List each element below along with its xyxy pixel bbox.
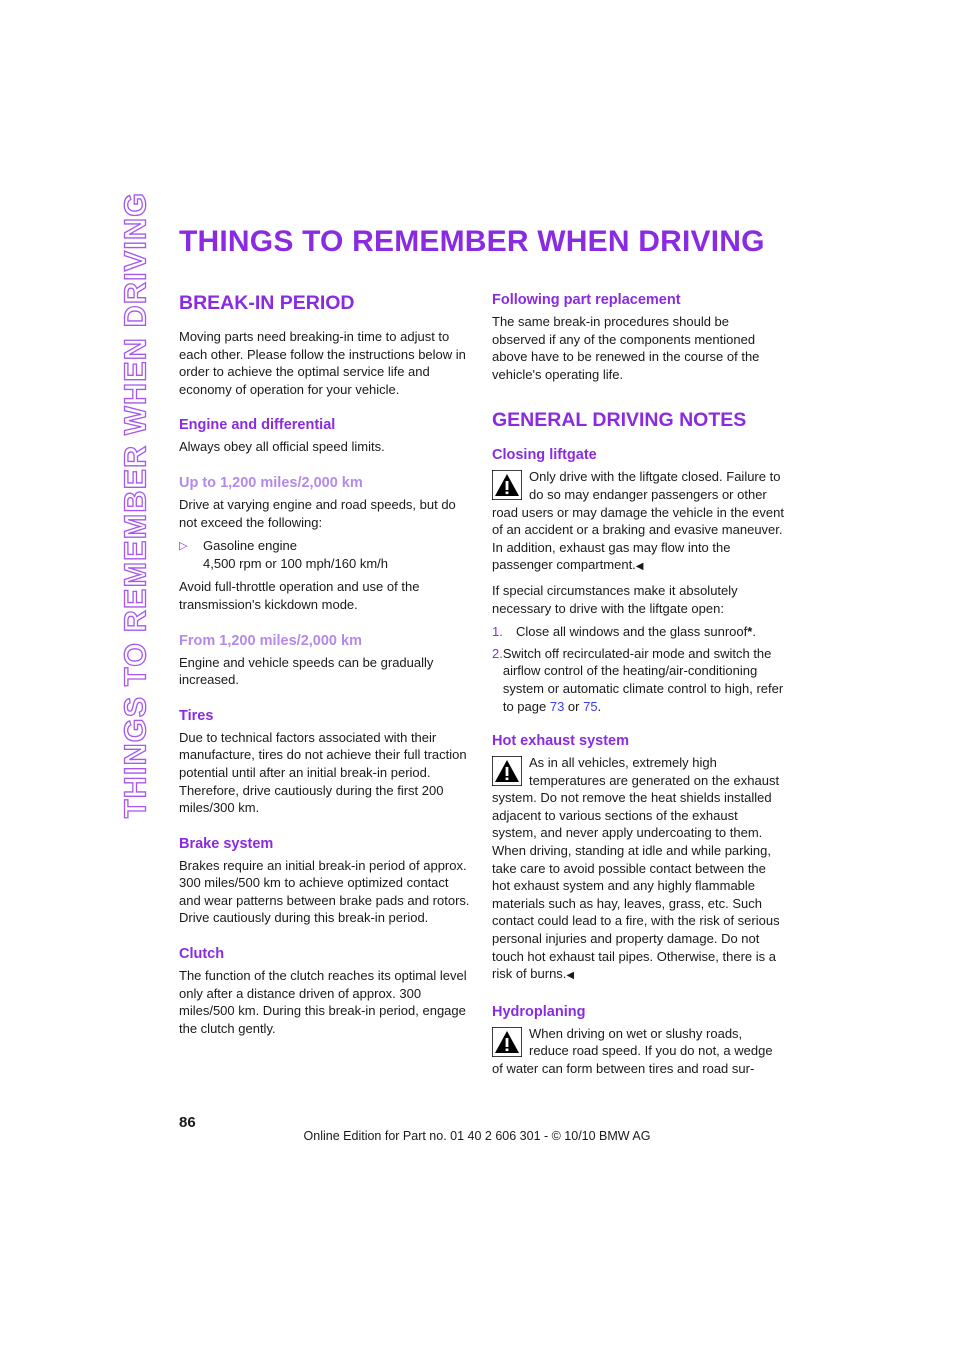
side-chapter-title — [118, 191, 153, 818]
bullet-line-1: Gasoline engine — [203, 538, 297, 554]
engine-text: Always obey all official speed limits. — [179, 439, 385, 455]
following-heading: Following part replacement — [492, 292, 681, 308]
brake-text: Brakes require an initial break-in period of approx. 300 miles/500 km to achieve optimized contact and wear patterns between brake pads and rotors. Drive cautiously during this break-in period. — [179, 857, 470, 926]
side-chapter-title-text: THINGS TO REMEMBER WHEN DRIVING — [118, 191, 153, 818]
liftgate-text: If special circumstances make it absolutely necessary to drive with the liftgate open: — [492, 582, 738, 616]
page-number: 86 — [179, 1114, 196, 1131]
tires-text: Due to technical factors associated with their manufacture, tires do not achieve their full traction potential until after an initial break-in period. Therefore, drive cautiously during the first 200 miles/300 km. — [179, 729, 467, 816]
hot-exhaust-warning-text: As in all vehicles, extremely high temperatures are generated on the exhaust system. Do not remove the heat shields installed adjacent to various sections of the exhaust system, and never apply undercoating to them. When driving, standing at idle and while parking, take care to avoid possible contact between the hot exhaust system and any highly flammable materials such as hay, leaves, grass, etc. Such contact could lead to a fire, with the risk of serious personal injuries and property damage. Do not touch hot exhaust tail pipes. Otherwise, there is a risk of burns. — [492, 755, 780, 982]
list-item — [492, 623, 785, 641]
brake-heading: Brake system — [179, 835, 274, 852]
clutch-heading: Clutch — [179, 946, 225, 963]
left-column — [179, 290, 472, 1037]
end-mark-icon: ◀ — [566, 970, 575, 982]
following-text: The same break-in procedures should be observed if any of the components mentioned above have to be renewed in the course of the vehicle's operating life. — [492, 314, 760, 382]
page-link-73[interactable]: 73 — [549, 698, 565, 714]
from-text: Engine and vehicle speeds can be gradually increased. — [179, 654, 434, 688]
right-column — [492, 290, 785, 1078]
footer-text: Online Edition for Part no. 01 40 2 606 301 - © 10/10 BMW AG — [303, 1129, 651, 1143]
breakin-text: Moving parts need breaking-in time to adjust to each other. Please follow the instructions below in order to achieve the optimal service life and economy of operation for your vehicle. — [179, 329, 466, 397]
upto-text-2: Avoid full-throttle operation and use of the transmission's kickdown mode. — [179, 579, 420, 612]
step-text: Switch off recirculated-air mode and switch the airflow control of the heating/air-conditioning system or automatic climate control to high, refer to page — [502, 645, 784, 714]
hydroplaning-heading: Hydroplaning — [492, 1003, 586, 1020]
clutch-text: The function of the clutch reaches its optimal level only after a distance driven of approx. 300 miles/500 km. During this break-in period, engage the clutch gently. — [179, 968, 467, 1036]
end-mark-icon: ◀ — [635, 561, 644, 573]
hydroplaning-warning — [492, 1025, 785, 1078]
list-item — [492, 645, 785, 715]
warning-triangle-icon — [492, 470, 522, 500]
step-text: Close all windows and the glass sunroof — [516, 624, 748, 640]
step-number: 2. — [492, 645, 503, 661]
hot-exhaust-heading: Hot exhaust system — [492, 733, 629, 750]
liftgate-heading: Closing liftgate — [492, 447, 597, 464]
page-title: THINGS TO REMEMBER WHEN DRIVING — [179, 225, 765, 258]
breakin-heading: BREAK-IN PERIOD — [179, 292, 355, 314]
step-or: or — [564, 698, 584, 714]
liftgate-warning — [492, 468, 785, 576]
warning-triangle-icon — [492, 756, 522, 786]
general-heading: GENERAL DRIVING NOTES — [492, 409, 747, 432]
option-star-icon: * — [747, 624, 753, 640]
upto-text: Drive at varying engine and road speeds, but do not exceed the following: — [179, 496, 456, 530]
warning-triangle-icon — [492, 1027, 522, 1057]
page-link-75[interactable]: 75 — [583, 698, 598, 714]
bullet-arrow-icon: ▷ — [179, 540, 188, 553]
engine-heading: Engine and differential — [179, 417, 336, 434]
liftgate-warning-text: Only drive with the liftgate closed. Failure to do so may endanger passengers or other road users or may damage the vehicle in the event of an accident or a braking and evasive maneuver. In addition, exhaust gas may flow into the passenger compartment. — [492, 469, 784, 573]
step-number: 1. — [492, 624, 503, 640]
bullet-line-2: 4,500 rpm or 100 mph/160 km/h — [203, 555, 388, 571]
hydroplaning-warning-text: When driving on wet or slushy roads, reduce road speed. If you do not, a wedge of water can form between tires and road sur- — [492, 1025, 773, 1076]
step-end: . — [752, 624, 756, 640]
hot-exhaust-warning — [492, 754, 785, 985]
from-heading: From 1,200 miles/2,000 km — [179, 632, 362, 649]
list-item — [179, 537, 472, 572]
step-end: . — [597, 698, 602, 714]
upto-heading: Up to 1,200 miles/2,000 km — [179, 474, 363, 491]
tires-heading: Tires — [179, 707, 214, 724]
